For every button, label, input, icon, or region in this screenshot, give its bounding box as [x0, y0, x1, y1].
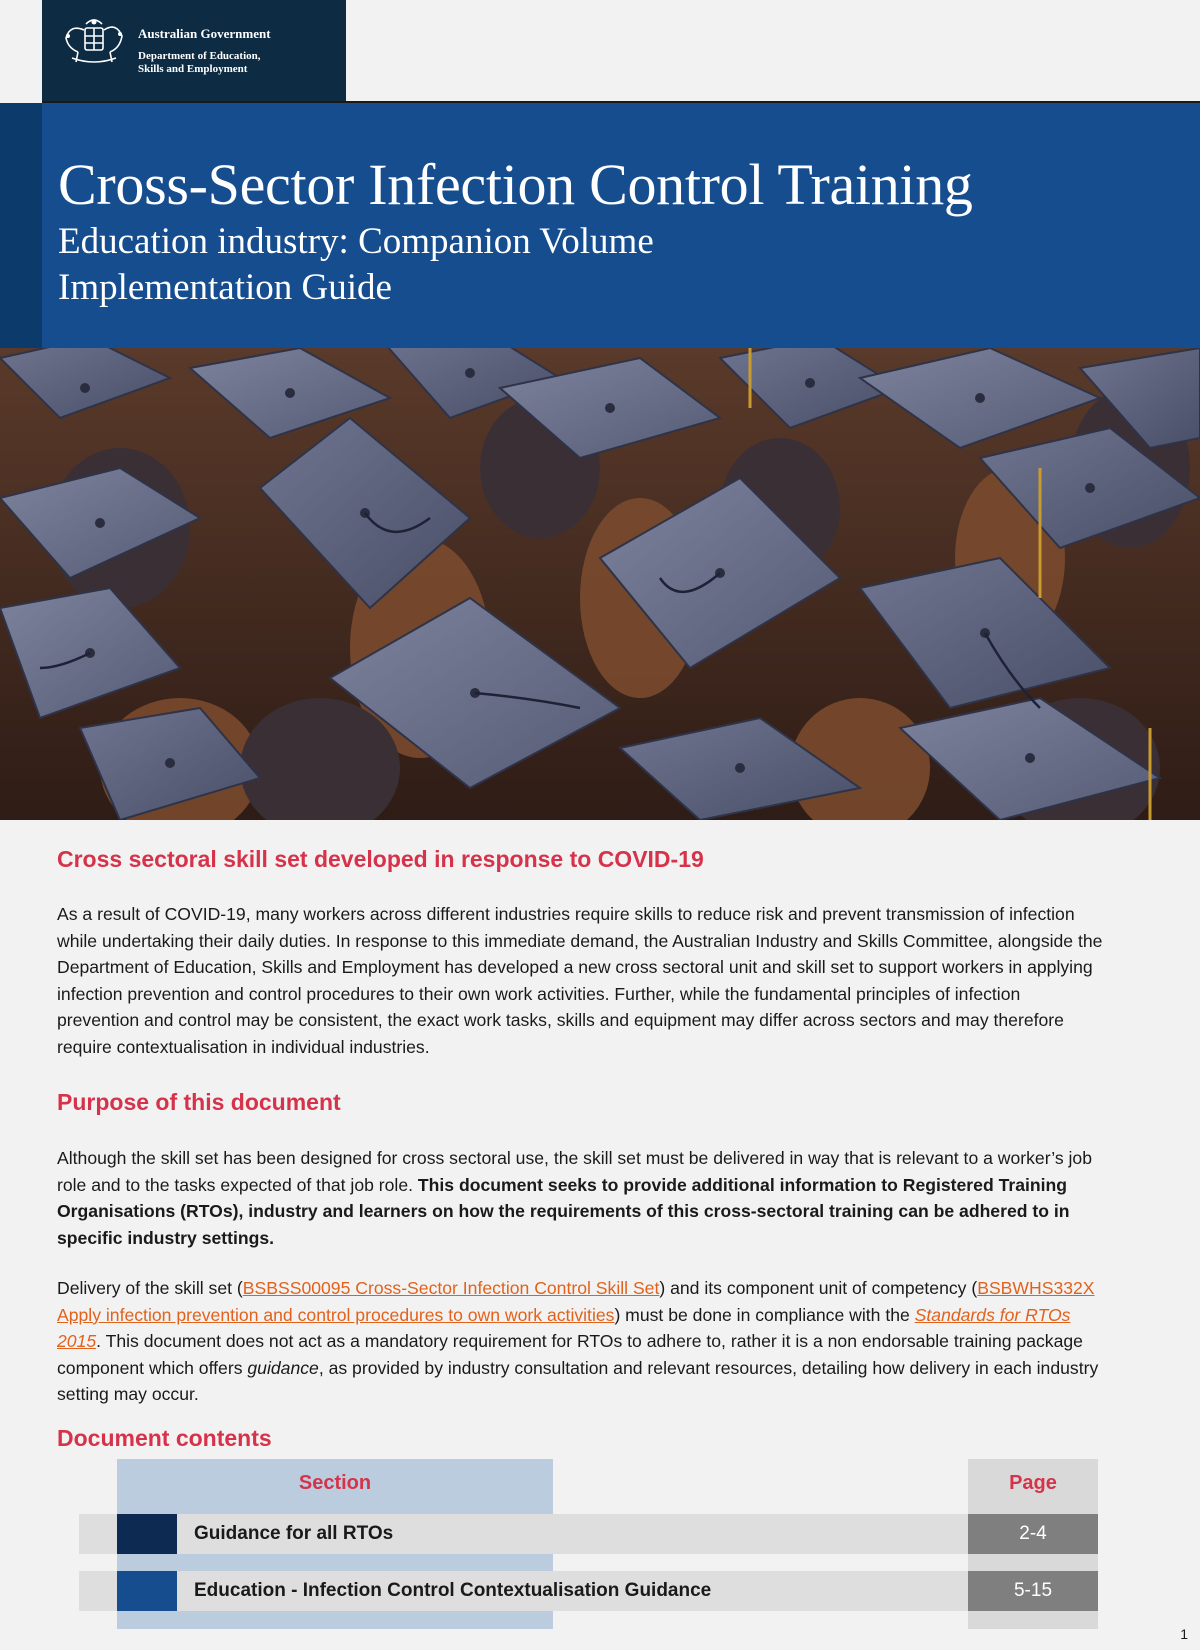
page-number: 1	[1180, 1626, 1188, 1642]
delivery-text-pre: Delivery of the skill set (	[57, 1278, 243, 1298]
logo-wordmark	[138, 27, 271, 75]
purpose-paragraph	[57, 1145, 1107, 1251]
unit-of-competency-link[interactable]: BSBWHS332X Apply infection prevention and control procedures to own work activities	[57, 1278, 1095, 1325]
covid-section-body: As a result of COVID-19, many workers across different industries require skills to reduce risk and prevent transmission of infection while undertaking their daily duties. In response to this immediate demand, the Australian Industry and Skills Committee, alongside the Department of Education, Skills and Employment has developed a new cross sectoral unit and skill set to support workers in applying infection prevention and control procedures to their own work activities. Further, while the fundamental principles of infection prevention and control may be consistent, the exact work tasks, skills and equipment may differ across sectors and may therefore require contextualisation in individual industries.	[57, 904, 1103, 1057]
graduation-photo-illustration	[0, 348, 1200, 820]
purpose-section-heading: Purpose of this document	[57, 1089, 341, 1115]
toc-row-guidance-all-rtos[interactable]	[79, 1514, 1098, 1554]
logo-government-name: Australian Government	[138, 26, 271, 41]
toc-header-page: Page	[1009, 1472, 1057, 1494]
delivery-text-mid-3: . This document does not act as a mandatory requirement for RTOs to adhere to, rather it is a non endorsable training package component which offers	[57, 1331, 1083, 1378]
covid-section-heading: Cross sectoral skill set developed in response to COVID-19	[57, 846, 704, 872]
document-title: Cross-Sector Infection Control Training	[58, 152, 973, 217]
skill-set-link[interactable]: BSBSS00095 Cross-Sector Infection Control Skill Set	[242, 1278, 660, 1298]
delivery-text-mid-1: ) and its component unit of competency (	[659, 1278, 978, 1298]
document-subtitle	[58, 219, 958, 311]
toc-header-section: Section	[298, 1472, 372, 1494]
toc-row-page: 5-15	[968, 1571, 1098, 1611]
subtitle-line-2: Implementation Guide	[58, 267, 392, 308]
graduation-caps-photo	[0, 348, 1200, 820]
contents-heading: Document contents	[57, 1425, 272, 1451]
delivery-text-mid-2: ) must be done in compliance with the	[614, 1304, 915, 1325]
subtitle-line-1: Education industry: Companion Volume	[58, 221, 654, 262]
government-logo	[42, 0, 346, 102]
delivery-text-end: , as provided by industry consultation and relevant resources, detailing how delivery in each industry setting may occur.	[57, 1357, 1099, 1405]
toc-row-education-guidance[interactable]	[79, 1571, 1098, 1611]
standards-for-rtos-link[interactable]: Standards for RTOs 2015	[57, 1304, 1071, 1352]
toc-row-label: Education - Infection Control Contextualisation Guidance	[194, 1580, 712, 1601]
logo-department-line-2: Skills and Employment	[138, 62, 248, 75]
purpose-bold-statement: This document seeks to provide additional information to Registered Training Organisations (RTOs), industry and learners on how the requirements of this cross-sectoral training can be adhered to in specific industry settings.	[57, 1174, 1070, 1248]
delivery-italic-guidance: guidance	[247, 1357, 319, 1378]
coat-of-arms-icon	[58, 14, 130, 70]
logo-department-line-1: Department of Education,	[138, 49, 261, 62]
toc-row-label: Guidance for all RTOs	[194, 1523, 394, 1544]
banner-edge-strip	[0, 103, 42, 348]
toc-row-color-bar	[117, 1514, 177, 1554]
delivery-paragraph	[57, 1275, 1117, 1408]
title-banner	[0, 103, 1200, 348]
purpose-intro-text: Although the skill set has been designed for cross sectoral use, the skill set must be delivered in way that is relevant to a worker’s job role and to the tasks expected of that job role.	[57, 1148, 1092, 1195]
toc-row-color-bar	[117, 1571, 177, 1611]
toc-row-page: 2-4	[968, 1514, 1098, 1554]
